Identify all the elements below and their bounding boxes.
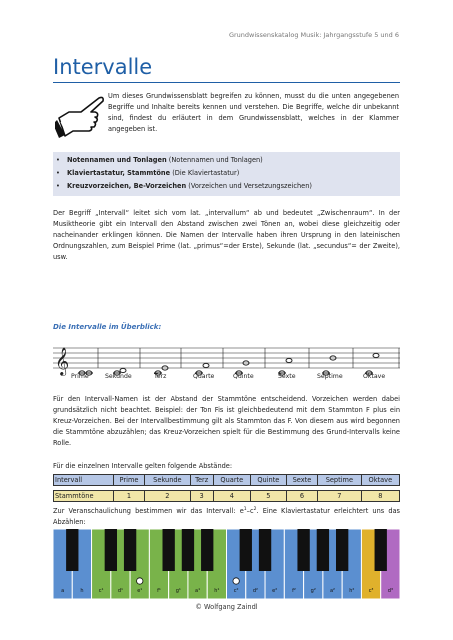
treble-clef-icon: 𝄞 xyxy=(55,347,70,375)
black-key xyxy=(375,529,387,571)
black-key xyxy=(105,529,117,571)
table-cell: Quinte xyxy=(250,475,286,486)
table-cell: Stammtöne xyxy=(54,491,114,502)
table-cell: 3 xyxy=(190,491,213,502)
title-rule xyxy=(53,82,400,83)
table-cell: Sexte xyxy=(286,475,317,486)
key-label: h xyxy=(80,588,84,594)
interval-table xyxy=(53,474,400,502)
table-row xyxy=(54,491,400,502)
black-key xyxy=(162,529,174,571)
black-key xyxy=(336,529,348,571)
black-key xyxy=(259,529,271,571)
table-cell: Prime xyxy=(113,475,145,486)
key-label: g¹ xyxy=(175,588,181,594)
black-key xyxy=(201,529,213,571)
key-label: a² xyxy=(329,588,336,594)
key-label: c¹ xyxy=(98,588,104,594)
definition-paragraph: Der Begriff „Intervall“ leitet sich vom lat. „intervallum“ ab und bedeutet „Zwischenraum“. In der Musiktheorie gibt ein Intervall den Abstand zwischen zwei Tönen an, wobei diese gleichzeitig oder nacheinander erklingen können. Die Namen der Intervalle haben ihren Ursprung in den lateinischen Ordnungszahlen, zum Beispiel Prime (lat. „primus“=der Erste), Sekunde (lat. „secundus“= der Zweite), usw. xyxy=(53,209,400,261)
key-label: f¹ xyxy=(157,588,161,594)
interval-label: Quinte xyxy=(233,373,254,380)
black-key xyxy=(317,529,329,571)
key-label: f² xyxy=(292,588,296,594)
key-label: e² xyxy=(272,588,278,594)
key-label: h² xyxy=(349,588,355,594)
key-label: d¹ xyxy=(117,588,124,594)
table-header-row xyxy=(54,475,400,486)
key-label: c³ xyxy=(368,588,374,594)
piano-keyboard xyxy=(53,529,400,599)
table-cell: Terz xyxy=(190,475,213,486)
key-label: a xyxy=(61,588,65,594)
table-cell: 7 xyxy=(318,491,362,502)
page-header: Grundwissenskatalog Musik: Jahrgangsstufe 5 und 6 xyxy=(228,31,399,39)
key-label: c² xyxy=(233,588,239,594)
black-key xyxy=(66,529,78,571)
key-label: g² xyxy=(310,588,316,594)
black-key xyxy=(182,529,194,571)
interval-label: Sekunde xyxy=(105,373,132,380)
key-label: h¹ xyxy=(214,588,220,594)
key-label: d³ xyxy=(387,588,393,594)
prerequisite-item: • Klaviertastatur, Stammtöne (Die Klaviertastatur) xyxy=(65,167,400,180)
key-label: e¹ xyxy=(137,588,143,594)
prerequisites-box xyxy=(53,152,400,196)
interval-label: Septime xyxy=(317,373,343,380)
table-cell: 4 xyxy=(213,491,250,502)
interval-label: Terz xyxy=(154,373,167,380)
prerequisite-item: • Kreuzvorzeichen, Be-Vorzeichen (Vorzeichen und Versetzungszeichen) xyxy=(65,180,400,193)
table-cell: 5 xyxy=(250,491,286,502)
interval-label: Sexte xyxy=(278,373,296,380)
table-cell: Quarte xyxy=(213,475,250,486)
table-cell: Intervall xyxy=(54,475,114,486)
black-key xyxy=(124,529,136,571)
black-key xyxy=(240,529,252,571)
key-label: d² xyxy=(252,588,259,594)
black-key xyxy=(297,529,309,571)
intro-text: Um dieses Grundwissensblatt begreifen zu können, musst du die unten angegebenen Begriffe und Inhalte bereits kennen und verstehen. Die Begriffe, welche dir unbekannt sind, findest du erläutert in dem Grundwissensblatt, welches in der Klammer angegeben ist. xyxy=(108,92,399,133)
interval-label: Prime xyxy=(71,373,89,380)
key-label: a¹ xyxy=(195,588,201,594)
table-cell: 1 xyxy=(113,491,145,502)
table-cell: 2 xyxy=(145,491,190,502)
interval-label: Quarte xyxy=(193,373,215,380)
interval-label: Oktave xyxy=(363,373,386,380)
page-title: Intervalle xyxy=(53,55,153,79)
note-marker xyxy=(137,578,143,584)
table-cell: Sekunde xyxy=(145,475,190,486)
section-subheading: Die Intervalle im Überblick: xyxy=(53,323,162,331)
pointing-hand-icon xyxy=(55,90,107,140)
stammtone-paragraph: Für den Intervall-Namen ist der Abstand der Stammtöne entscheidend. Vorzeichen werden dabei grundsätzlich nicht beachtet. Beispiel: der Ton Fis ist gleichbedeutend mit dem Stammton F plus ein Kreuz-Vorzeichen. Bei der Intervallbestimmung gilt als Stammton das F. Von diesem aus wird begonnen die Stammtöne abzuzählen; das Kreuz-Vorzeichen spielt für die Bestimmung des Grund-Intervalls keine Rolle. xyxy=(53,395,400,447)
table-cell: 8 xyxy=(361,491,399,502)
table-intro: Für die einzelnen Intervalle gelten folgende Abstände: xyxy=(53,462,233,470)
table-cell: Septime xyxy=(318,475,362,486)
keyboard-intro: Zur Veranschaulichung bestimmen wir das Intervall: $e^1-c^2$. Eine Klaviertastatur erleichtert uns das Abzählen: xyxy=(53,507,400,527)
note-marker xyxy=(233,578,239,584)
table-cell: 6 xyxy=(286,491,317,502)
footer-copyright: © Wolfgang Zaindl xyxy=(195,603,258,611)
table-cell: Oktave xyxy=(361,475,399,486)
prerequisite-item: • Notennamen und Tonlagen (Notennamen und Tonlagen) xyxy=(65,154,400,167)
